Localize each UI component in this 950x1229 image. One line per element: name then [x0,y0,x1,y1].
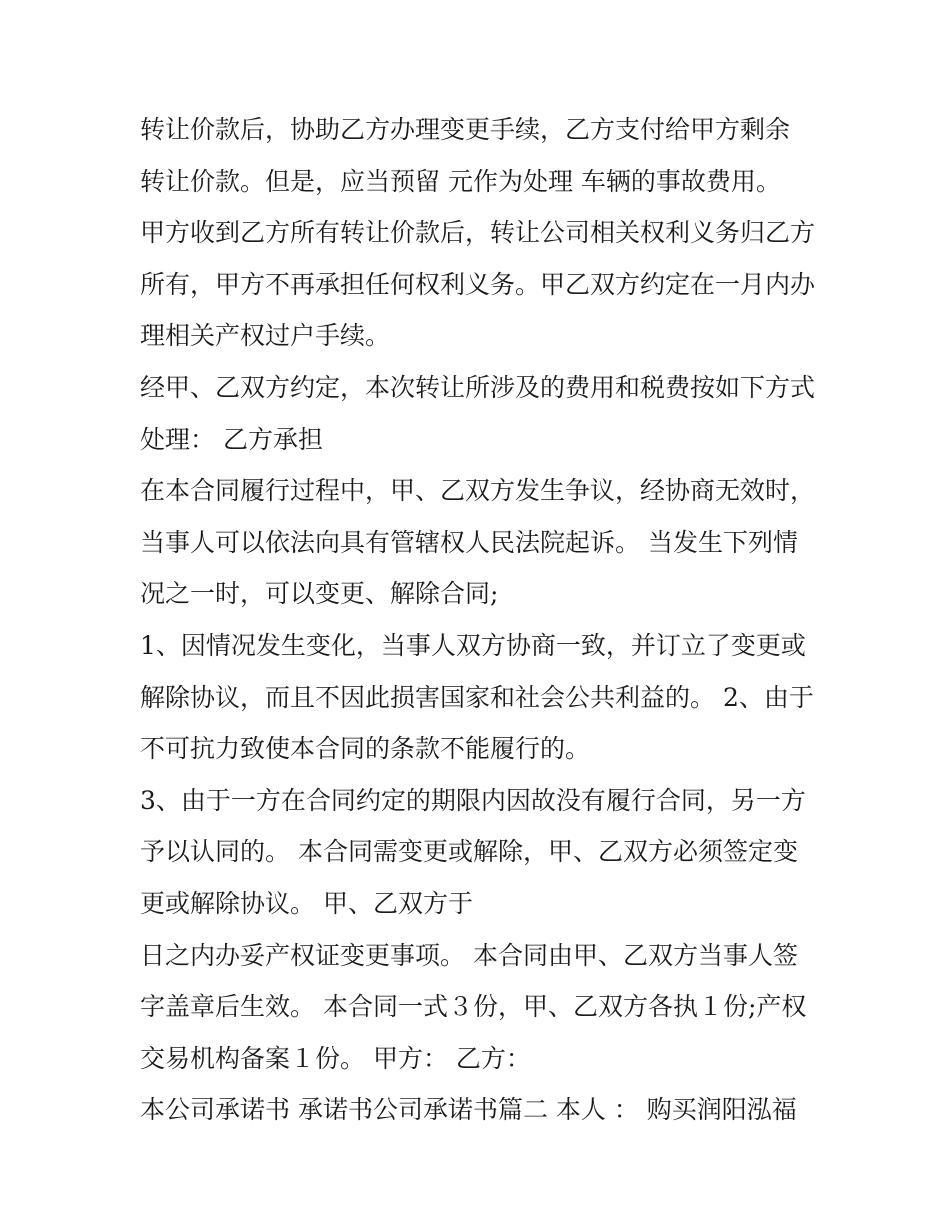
text-line: 3、由于一方在合同约定的期限内因故没有履行合同，另一方 [140,785,806,815]
document-body [140,104,830,1136]
text-line: 更或解除协议。 甲、乙双方于 [140,888,473,918]
text-line: 解除协议，而且不因此损害国家和社会公共利益的。 2、由于 [140,682,814,712]
text-line: 在本合同履行过程中，甲、乙双方发生争议，经协商无效时， [140,476,816,506]
text-line: 交易机构备案１份。 甲方： 乙方： [140,1043,531,1073]
text-line: 不可抗力致使本合同的条款不能履行的。 [140,734,591,764]
text-line: 转让价款。但是，应当预留 元作为处理 车辆的事故费用。 [140,166,781,196]
text-line: 处理： 乙方承担 [140,424,323,454]
text-line: 当事人可以依法向具有管辖权人民法院起诉。 当发生下列情 [140,527,798,557]
text-line: 本公司承诺书 承诺书公司承诺书篇二 本人 ： 购买润阳泓福 [140,1095,797,1125]
text-line: 理相关产权过户手续。 [140,321,391,351]
text-line: 予以认同的。 本合同需变更或解除，甲、乙双方必须签定变 [140,837,798,867]
text-line: 1、因情况发生变化，当事人双方协商一致，并订立了变更或 [140,630,806,660]
text-line: 转让价款后，协助乙方办理变更手续，乙方支付给甲方剩余 [140,115,791,144]
text-line: 况之一时，可以变更、解除合同; [140,579,499,609]
text-line: 日之内办妥产权证变更事项。 本合同由甲、乙双方当事人签 [140,940,798,970]
text-line: 字盖章后生效。 本合同一式３份，甲、乙双方各执１份;产权 [140,992,807,1022]
text-line: 经甲、乙双方约定，本次转让所涉及的费用和税费按如下方式 [140,372,816,402]
text-line: 甲方收到乙方所有转让价款后，转让公司相关权利义务归乙方 [140,218,816,248]
text-line: 所有，甲方不再承担任何权利义务。甲乙双方约定在一月内办 [140,269,816,299]
